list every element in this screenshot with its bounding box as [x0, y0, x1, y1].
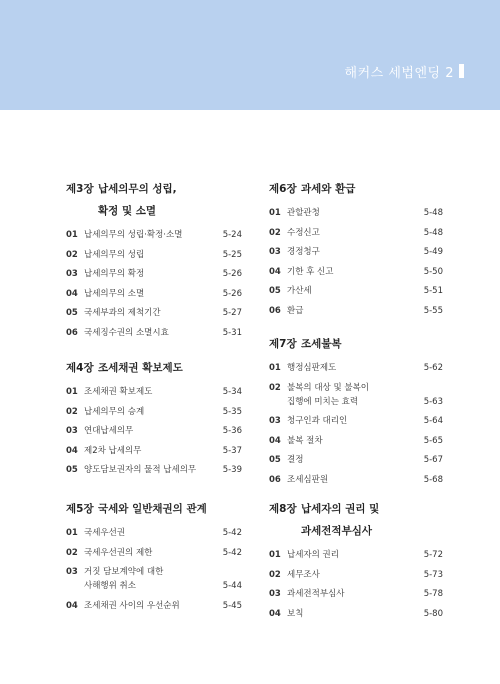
entry-number: 01 — [66, 230, 78, 240]
entry-page-number: 5-64 — [423, 416, 443, 426]
entry-title-line: 세무조사 — [287, 569, 320, 580]
entry-title-line: 조세채권 확보제도 — [84, 387, 153, 397]
entry-page-number: 5-26 — [222, 288, 242, 299]
toc-entry[interactable] — [66, 526, 242, 540]
entry-title — [287, 284, 413, 298]
entry-title — [84, 306, 212, 320]
entry-title-line: 사해행위 취소 — [84, 581, 136, 591]
entry-title — [287, 245, 413, 259]
book-title: 해커스 세법엔딩 2 — [344, 66, 454, 81]
toc-entry[interactable] — [66, 405, 242, 419]
entry-number: 03 — [66, 567, 78, 577]
toc-entry[interactable] — [269, 226, 443, 240]
chapter-title-line: 국세와 일반채권의 관계 — [98, 503, 207, 515]
chapter-block — [66, 498, 242, 618]
entry-title-line: 관할관청 — [287, 208, 320, 218]
chapter-number: 제5장 — [66, 503, 94, 515]
toc-entry[interactable] — [269, 434, 443, 448]
entry-page-number: 5-37 — [222, 445, 242, 456]
toc-entry[interactable] — [66, 287, 242, 301]
chapter-title-line: 납세자의 권리 및 — [301, 503, 380, 515]
chapter-title — [98, 498, 242, 520]
entry-page-number: 5-45 — [222, 600, 242, 611]
entry-title-line: 납세자의 권리 — [287, 550, 339, 560]
toc-entry[interactable] — [269, 304, 443, 318]
toc-entry[interactable] — [66, 599, 242, 613]
entry-title-line: 연대납세의무 — [84, 426, 134, 436]
entry-title-line: 집행에 미치는 효력 — [287, 396, 359, 407]
entry-number: 04 — [66, 445, 78, 456]
entry-page-number: 5-36 — [222, 426, 242, 436]
toc-entry[interactable] — [66, 546, 242, 560]
entry-title — [287, 607, 413, 621]
chapter-heading[interactable] — [269, 178, 443, 200]
entry-title-line: 불복 절차 — [287, 435, 323, 446]
entry-page-number: 5-35 — [222, 406, 242, 417]
entry-number: 01 — [66, 528, 78, 538]
entry-title-line: 국세징수권의 소멸시효 — [84, 327, 169, 338]
entry-title — [287, 381, 413, 409]
entry-page-number: 5-68 — [423, 474, 443, 485]
entry-title — [287, 304, 413, 318]
entry-title-line: 납세의무의 승계 — [84, 406, 145, 417]
toc-entry[interactable] — [66, 444, 242, 458]
entry-title-line: 불복의 대상 및 불복이 — [287, 382, 370, 393]
header-banner — [0, 0, 500, 110]
chapter-heading[interactable] — [66, 498, 242, 520]
entry-number: 01 — [66, 387, 78, 397]
entry-number: 05 — [66, 465, 78, 475]
entry-number: 03 — [66, 269, 78, 279]
toc-entry[interactable] — [66, 248, 242, 262]
entry-title — [287, 206, 413, 220]
entry-page-number: 5-78 — [423, 589, 443, 599]
chapter-title-line: 과세와 환급 — [301, 183, 356, 195]
entry-page-number: 5-31 — [222, 327, 242, 338]
entry-page-number: 5-51 — [423, 286, 443, 296]
entry-title — [84, 228, 212, 242]
entry-title — [287, 226, 413, 240]
chapter-title — [301, 333, 443, 355]
entry-number: 02 — [269, 382, 281, 393]
entry-title-line: 국세우선권의 제한 — [84, 547, 153, 558]
entry-number: 06 — [269, 305, 281, 316]
entry-title-line: 행정심판제도 — [287, 363, 337, 373]
chapter-block — [66, 178, 242, 345]
entry-number: 03 — [269, 247, 281, 257]
entry-title — [287, 434, 413, 448]
entry-number: 03 — [269, 416, 281, 426]
entry-page-number: 5-39 — [222, 465, 242, 475]
entry-page-number: 5-49 — [423, 247, 443, 257]
toc-entry[interactable] — [269, 265, 443, 279]
entry-page-number: 5-67 — [423, 455, 443, 465]
entry-title — [84, 248, 212, 262]
entry-number: 02 — [269, 569, 281, 580]
entry-page-number: 5-48 — [423, 227, 443, 238]
entry-title-line: 청구인과 대리인 — [287, 416, 348, 426]
entry-page-number: 5-26 — [222, 269, 242, 279]
entry-title — [84, 326, 212, 340]
entry-page-number: 5-25 — [222, 249, 242, 260]
entry-page-number: 5-42 — [222, 528, 242, 538]
toc-entry[interactable] — [269, 284, 443, 298]
entry-title — [84, 385, 212, 399]
toc-entry[interactable] — [269, 245, 443, 259]
entry-title — [287, 265, 413, 279]
toc-entry[interactable] — [66, 424, 242, 438]
entry-number: 03 — [66, 426, 78, 436]
entry-title — [84, 424, 212, 438]
entry-title — [287, 361, 413, 375]
chapter-heading[interactable] — [66, 357, 242, 379]
entry-number: 02 — [66, 547, 78, 558]
entry-title — [287, 453, 413, 467]
entry-number: 02 — [66, 406, 78, 417]
chapter-number: 제6장 — [269, 183, 297, 195]
toc-entry[interactable] — [269, 548, 443, 562]
toc-entry[interactable] — [269, 206, 443, 220]
entry-page-number: 5-34 — [222, 387, 242, 397]
chapter-heading[interactable] — [66, 178, 242, 222]
entry-title — [84, 463, 212, 477]
entry-number: 01 — [269, 550, 281, 560]
entry-number: 05 — [269, 455, 281, 465]
toc-entry[interactable] — [66, 385, 242, 399]
toc-entry[interactable] — [269, 414, 443, 428]
entry-title — [287, 587, 413, 601]
toc-entry[interactable] — [66, 326, 242, 340]
entry-number: 02 — [66, 249, 78, 260]
entry-title-line: 가산세 — [287, 286, 312, 296]
chapter-title-line: 납세의무의 성립, — [98, 183, 177, 195]
chapter-title — [301, 498, 443, 542]
entry-title — [287, 568, 413, 582]
entry-page-number: 5-63 — [423, 396, 443, 407]
entry-title-line: 제2차 납세의무 — [84, 445, 142, 456]
toc-entry[interactable] — [269, 568, 443, 582]
entry-page-number: 5-50 — [423, 266, 443, 277]
entry-page-number: 5-80 — [423, 608, 443, 619]
entry-number: 05 — [269, 286, 281, 296]
entry-title-line: 조세채권 사이의 우선순위 — [84, 600, 180, 611]
entry-title-line: 조세심판원 — [287, 474, 329, 485]
entry-page-number: 5-55 — [423, 305, 443, 316]
entry-page-number: 5-62 — [423, 363, 443, 373]
entry-page-number: 5-44 — [222, 581, 242, 591]
entry-title — [84, 565, 212, 593]
entry-number: 01 — [269, 363, 281, 373]
entry-number: 01 — [269, 208, 281, 218]
entry-page-number: 5-72 — [423, 550, 443, 560]
entry-title-line: 납세의무의 성립·확정·소멸 — [84, 230, 183, 240]
entry-page-number: 5-48 — [423, 208, 443, 218]
entry-title — [84, 599, 212, 613]
chapter-heading[interactable] — [269, 498, 443, 542]
entry-title-line: 결정 — [287, 455, 304, 465]
entry-title-line: 수정신고 — [287, 227, 320, 238]
entry-number: 02 — [269, 227, 281, 238]
chapter-title-line: 조세채권 확보제도 — [98, 362, 183, 374]
entry-title-line: 거짓 담보계약에 대한 — [84, 567, 164, 577]
entry-title — [84, 267, 212, 281]
toc-entry[interactable] — [269, 587, 443, 601]
toc-entry[interactable] — [66, 267, 242, 281]
chapter-number: 제3장 — [66, 183, 94, 195]
entry-number: 04 — [269, 266, 281, 277]
chapter-heading[interactable] — [269, 333, 443, 355]
entry-title — [84, 287, 212, 301]
entry-title-line: 양도담보권자의 물적 납세의무 — [84, 465, 197, 475]
entry-title-line: 경정청구 — [287, 247, 320, 257]
entry-number: 05 — [66, 308, 78, 318]
toc-entry[interactable] — [66, 463, 242, 477]
chapter-title-line: 확정 및 소멸 — [98, 205, 157, 217]
entry-number: 04 — [269, 608, 281, 619]
entry-number: 03 — [269, 589, 281, 599]
entry-title-line: 납세의무의 소멸 — [84, 288, 145, 299]
chapter-number: 제7장 — [269, 338, 297, 350]
entry-title-line: 환급 — [287, 305, 304, 316]
entry-title — [84, 546, 212, 560]
entry-page-number: 5-24 — [222, 230, 242, 240]
chapter-title-line: 과세전적부심사 — [301, 525, 373, 537]
entry-page-number: 5-42 — [222, 547, 242, 558]
chapter-number: 제4장 — [66, 362, 94, 374]
entry-title-line: 납세의무의 확정 — [84, 269, 145, 279]
entry-number: 04 — [66, 600, 78, 611]
chapter-title-line: 조세불복 — [301, 338, 342, 350]
chapter-title — [98, 357, 242, 379]
entry-number: 04 — [66, 288, 78, 299]
toc-entry[interactable] — [269, 361, 443, 375]
chapter-title — [301, 178, 443, 200]
entry-title-line: 기한 후 신고 — [287, 266, 334, 277]
chapter-block — [269, 333, 443, 492]
toc-entry[interactable] — [269, 453, 443, 467]
toc-entry[interactable] — [66, 565, 242, 593]
toc-entry[interactable] — [269, 473, 443, 487]
chapter-block — [269, 498, 443, 626]
entry-title-line: 국세우선권 — [84, 528, 126, 538]
chapter-title — [98, 178, 242, 222]
chapter-block — [66, 357, 242, 483]
entry-page-number: 5-73 — [423, 569, 443, 580]
entry-title — [287, 548, 413, 562]
entry-title — [84, 444, 212, 458]
chapter-block — [269, 178, 443, 323]
entry-title — [84, 526, 212, 540]
entry-title-line: 납세의무의 성립 — [84, 249, 145, 260]
toc-entry[interactable] — [269, 607, 443, 621]
chapter-number: 제8장 — [269, 503, 297, 515]
entry-number: 06 — [66, 327, 78, 338]
entry-page-number: 5-65 — [423, 435, 443, 446]
entry-number: 06 — [269, 474, 281, 485]
entry-page-number: 5-27 — [222, 308, 242, 318]
entry-title — [84, 405, 212, 419]
entry-title-line: 과세전적부심사 — [287, 589, 345, 599]
entry-title — [287, 473, 413, 487]
entry-title-line: 국세부과의 제척기간 — [84, 308, 161, 318]
toc-entry[interactable] — [269, 381, 443, 409]
entry-title-line: 보칙 — [287, 608, 304, 619]
toc-entry[interactable] — [66, 306, 242, 320]
entry-number: 04 — [269, 435, 281, 446]
toc-entry[interactable] — [66, 228, 242, 242]
entry-title — [287, 414, 413, 428]
title-marker-bar — [459, 64, 464, 78]
